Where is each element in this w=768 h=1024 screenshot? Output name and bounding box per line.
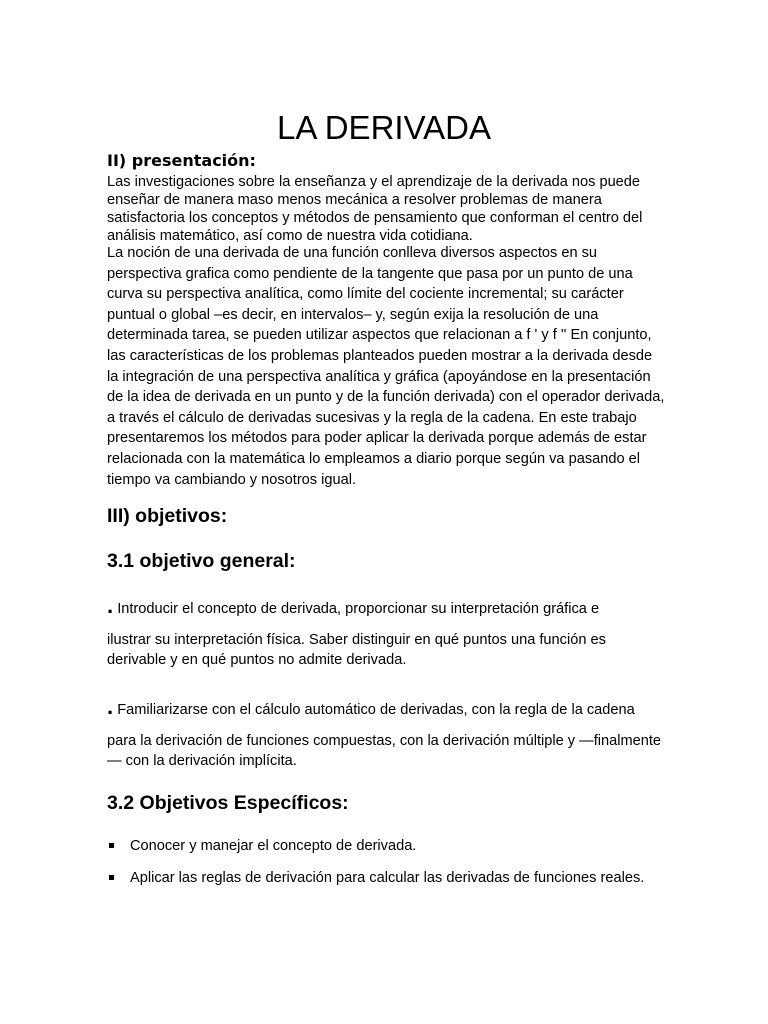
general-objective-rest: para la derivación de funciones compuestas, con la derivación múltiple y —finalmente— con la derivación implícita.	[107, 733, 662, 769]
subsection-heading-objetivo-general: 3.1 objetivo general:	[107, 550, 296, 572]
presentation-paragraph-2: La noción de una derivada de una función conlleva diversos aspectos en su perspectiva grafica como pendiente de la tangente que pasa por un punto de una curva su perspectiva analítica, como límite del cociente incremental; su carácter puntual o global –es decir, en intervalos– y, según exija la resolución de una determinada tarea, se pueden utilizar aspectos que relacionan a f ' y f '' En conjunto, las características de los problemas planteados pueden mostrar a la derivada desde la integración de una perspectiva analítica y gráfica (apoyándose en la presentación de la idea de derivada en un punto y de la función derivada) con el operador derivada, a través el cálculo de derivadas sucesivas y la regla de la cadena. En este trabajo presentaremos los métodos para poder aplicar la derivada porque además de estar relacionada con la matemática lo empleamos a diario porque según va pasando el tiempo va cambiando y nosotros igual.	[107, 245, 665, 488]
square-bullet-icon	[109, 875, 114, 880]
general-objective-item	[107, 593, 667, 670]
general-objective-rest: ilustrar su interpretación física. Saber distinguir en qué puntos una función es derivable y en qué puntos no admite derivada.	[107, 632, 606, 668]
list-item: Aplicar las reglas de derivación para calcular las derivadas de funciones reales.	[107, 868, 687, 888]
bullet-dot-icon: .	[107, 694, 114, 719]
square-bullet-icon	[109, 843, 114, 848]
document-title: LA DERIVADA	[277, 109, 491, 146]
subsection-heading-objetivos-especificos: 3.2 Objetivos Específicos:	[107, 792, 349, 814]
list-item: Conocer y manejar el concepto de derivada.	[107, 836, 687, 856]
general-objective-first-line: . Familiarizarse con el cálculo automático de derivadas, con la regla de la cadena	[107, 694, 635, 719]
specific-objectives-list	[107, 836, 687, 900]
section-heading-presentacion: II) presentación:	[107, 151, 256, 170]
bullet-dot-icon: .	[107, 593, 114, 618]
general-objective-item	[107, 694, 667, 771]
section-heading-objetivos: III) objetivos:	[107, 505, 228, 527]
presentation-paragraph-1: Las investigaciones sobre la enseñanza y el aprendizaje de la derivada nos puede enseñar de manera maso menos mecánica a resolver problemas de manera satisfactoria los conceptos y métodos de pensamiento que conforman el centro del análisis matemático, así como de nuestra vida cotidiana.	[107, 174, 643, 244]
general-objective-first-line: . Introducir el concepto de derivada, proporcionar su interpretación gráfica e	[107, 593, 600, 618]
